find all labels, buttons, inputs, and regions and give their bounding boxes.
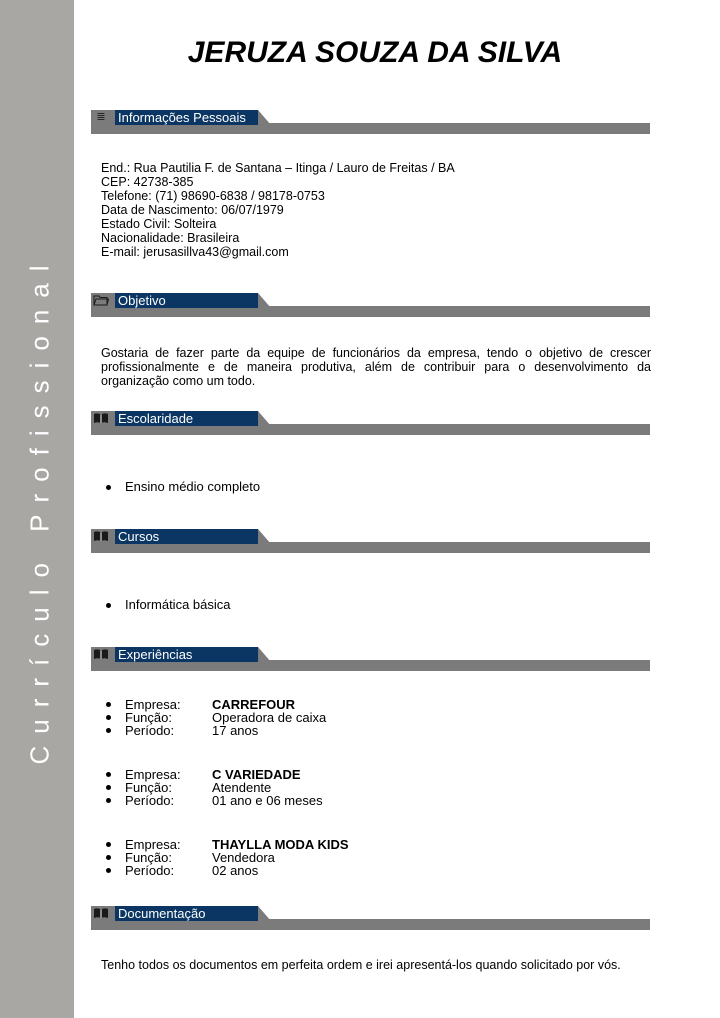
company-value: CARREFOUR xyxy=(212,697,296,712)
role-value: Vendedora xyxy=(212,850,275,865)
role-label: Função: xyxy=(125,780,172,795)
section-tab xyxy=(91,293,258,308)
list-item: Ensino médio completo xyxy=(105,480,260,494)
marital-status-line: Estado Civil: Solteira xyxy=(101,217,217,231)
section-header-objective xyxy=(91,293,650,317)
period-value: 02 anos xyxy=(212,863,259,878)
section-header-education xyxy=(91,411,650,435)
section-header-personal xyxy=(91,110,650,134)
personal-info xyxy=(101,161,651,259)
sidebar-title: Currículo Profissional xyxy=(24,253,55,765)
section-title: Cursos xyxy=(115,529,258,544)
sidebar xyxy=(0,0,74,1018)
page-title: JERUZA SOUZA DA SILVA xyxy=(187,36,563,69)
birthdate-line: Data de Nascimento: 06/07/1979 xyxy=(101,203,284,217)
nationality-line: Nacionalidade: Brasileira xyxy=(101,231,240,245)
period-label: Período: xyxy=(125,793,175,808)
section-tab xyxy=(91,906,258,921)
section-tab xyxy=(91,411,258,426)
book-icon xyxy=(93,648,109,661)
document-icon: ≣ xyxy=(96,111,106,123)
period-value: 01 ano e 06 meses xyxy=(212,793,323,808)
period-label: Período: xyxy=(125,863,175,878)
book-icon xyxy=(93,412,109,425)
company-label: Empresa: xyxy=(125,697,181,712)
company-label: Empresa: xyxy=(125,837,181,852)
documentation-text: Tenho todos os documentos em perfeita ordem e irei apresentá-los quando solicitado por vós. xyxy=(101,958,621,972)
section-header-experience xyxy=(91,647,650,671)
zip-line: CEP: 42738-385 xyxy=(101,175,194,189)
section-title: Experiências xyxy=(115,647,258,662)
section-header-courses xyxy=(91,529,650,553)
email-line: E-mail: jerusasillva43@gmail.com xyxy=(101,245,289,259)
period-label: Período: xyxy=(125,723,175,738)
list-item: Informática básica xyxy=(105,598,231,612)
experience-job xyxy=(105,838,349,877)
period-value: 17 anos xyxy=(212,723,259,738)
section-title: Documentação xyxy=(115,906,258,921)
folder-icon xyxy=(93,294,109,307)
role-label: Função: xyxy=(125,850,172,865)
job-period-row xyxy=(105,724,326,737)
section-header-documentation xyxy=(91,906,650,930)
section-tab xyxy=(91,647,258,662)
section-title: Objetivo xyxy=(115,293,258,308)
role-value: Operadora de caixa xyxy=(212,710,327,725)
company-value: C VARIEDADE xyxy=(212,767,301,782)
company-label: Empresa: xyxy=(125,767,181,782)
book-icon xyxy=(93,907,109,920)
address-line: End.: Rua Pautilia F. de Santana – Itinga / Lauro de Freitas / BA xyxy=(101,161,455,175)
book-icon xyxy=(93,530,109,543)
education-list xyxy=(105,480,260,494)
job-period-row xyxy=(105,864,349,877)
section-tab xyxy=(91,110,258,125)
role-label: Função: xyxy=(125,710,172,725)
experience-job xyxy=(105,698,326,737)
job-period-row xyxy=(105,794,323,807)
section-title: Escolaridade xyxy=(115,411,258,426)
courses-list xyxy=(105,598,231,612)
section-title: Informações Pessoais xyxy=(115,110,258,125)
experience-job xyxy=(105,768,323,807)
role-value: Atendente xyxy=(212,780,272,795)
company-value: THAYLLA MODA KIDS xyxy=(212,837,349,852)
objective-text: Gostaria de fazer parte da equipe de funcionários da empresa, tendo o objetivo de crescer profissionalmente e de maneira produtiva, além de contribuir para o desenvolvimento da organização como um todo. xyxy=(101,346,651,388)
phone-line: Telefone: (71) 98690-6838 / 98178-0753 xyxy=(101,189,325,203)
section-tab xyxy=(91,529,258,544)
